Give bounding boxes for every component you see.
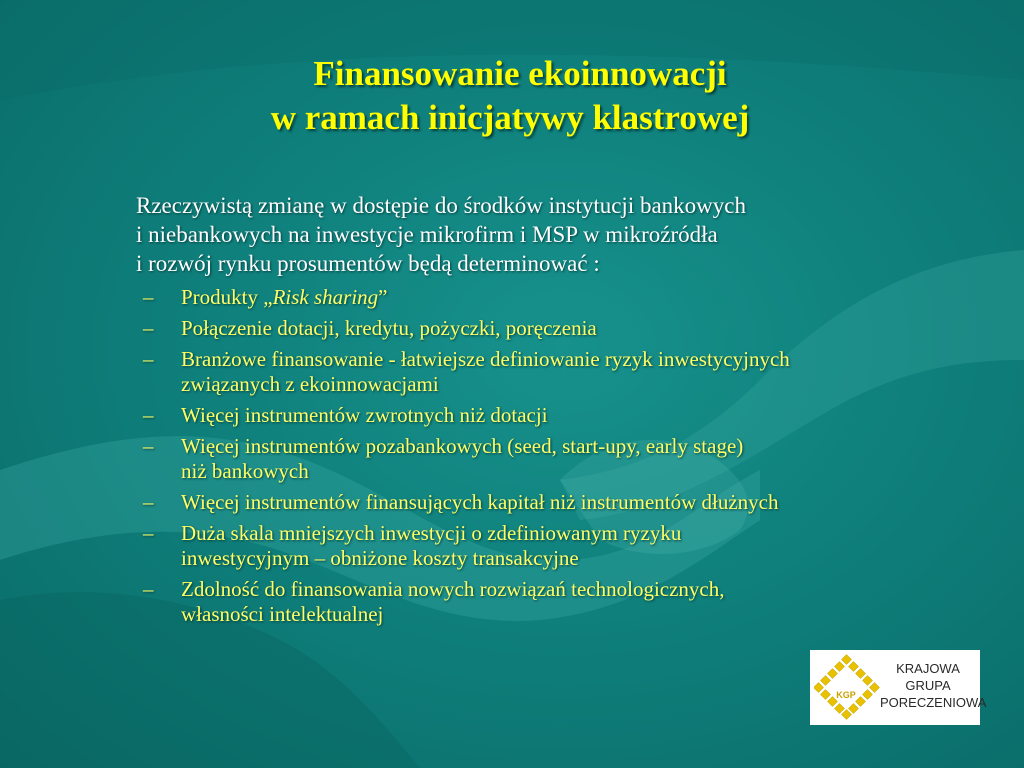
bullet-item: [143, 577, 1003, 627]
logo-text-line: PORECZENIOWA: [880, 695, 987, 710]
bullet-text: Duża skala mniejszych inwestycji o zdefiniowanym ryzyku: [181, 521, 682, 545]
bullet-text: Branżowe finansowanie - łatwiejsze definiowanie ryzyk inwestycyjnych: [181, 347, 790, 371]
bullet-item: [143, 285, 1003, 310]
bullet-text: Więcej instrumentów finansujących kapitał niż instrumentów dłużnych: [181, 490, 779, 514]
bullet-dash: –: [143, 434, 154, 458]
bullet-prefix: Produkty „: [181, 285, 273, 309]
bullet-item: [143, 434, 1003, 484]
logo-abbreviation: KGP: [836, 690, 856, 700]
slide-title: [0, 52, 1024, 140]
bullet-item: [143, 347, 1003, 397]
bullet-item: [143, 403, 1003, 428]
bullet-item: [143, 521, 1003, 571]
title-line-1: Finansowanie ekoinnowacji: [313, 54, 727, 93]
bullet-dash: –: [143, 316, 154, 340]
logo-text-line: KRAJOWA: [896, 661, 960, 676]
bullet-text: Zdolność do finansowania nowych rozwiązań technologicznych,: [181, 577, 725, 601]
intro-line: i niebankowych na inwestycje mikrofirm i MSP w mikroźródła: [136, 222, 718, 247]
bullet-text-continued: własności intelektualnej: [181, 602, 384, 626]
bullet-dash: –: [143, 347, 154, 371]
bullet-dash: –: [143, 490, 154, 514]
bullet-suffix: ”: [378, 285, 388, 309]
bullet-italic-term: Risk sharing: [272, 285, 379, 309]
bullet-item: [143, 490, 1003, 515]
bullet-list: [143, 285, 1003, 633]
kgp-emblem-icon: [814, 654, 880, 720]
intro-line: i rozwój rynku prosumentów będą determinować :: [136, 251, 600, 276]
bullet-dash: –: [143, 577, 154, 601]
title-line-2: w ramach inicjatywy klastrowej: [270, 98, 750, 137]
logo-wordmark: [880, 660, 987, 711]
bullet-text: Więcej instrumentów zwrotnych niż dotacji: [181, 403, 548, 427]
bullet-text-continued: związanych z ekoinnowacjami: [181, 372, 439, 396]
bullet-text-continued: inwestycyjnym – obniżone koszty transakcyjne: [181, 546, 579, 570]
intro-paragraph: [136, 191, 936, 278]
bullet-item: [143, 316, 1003, 341]
kgp-logo: [810, 650, 987, 725]
logo-text-line: GRUPA: [905, 678, 951, 693]
bullet-dash: –: [143, 285, 154, 309]
bullet-dash: –: [143, 521, 154, 545]
bullet-text: [181, 285, 1003, 310]
bullet-dash: –: [143, 403, 154, 427]
intro-line: Rzeczywistą zmianę w dostępie do środków instytucji bankowych: [136, 193, 746, 218]
bullet-text: Więcej instrumentów pozabankowych (seed, start-upy, early stage): [181, 434, 744, 458]
bullet-text: Połączenie dotacji, kredytu, pożyczki, poręczenia: [181, 316, 597, 340]
bullet-text-continued: niż bankowych: [181, 459, 309, 483]
